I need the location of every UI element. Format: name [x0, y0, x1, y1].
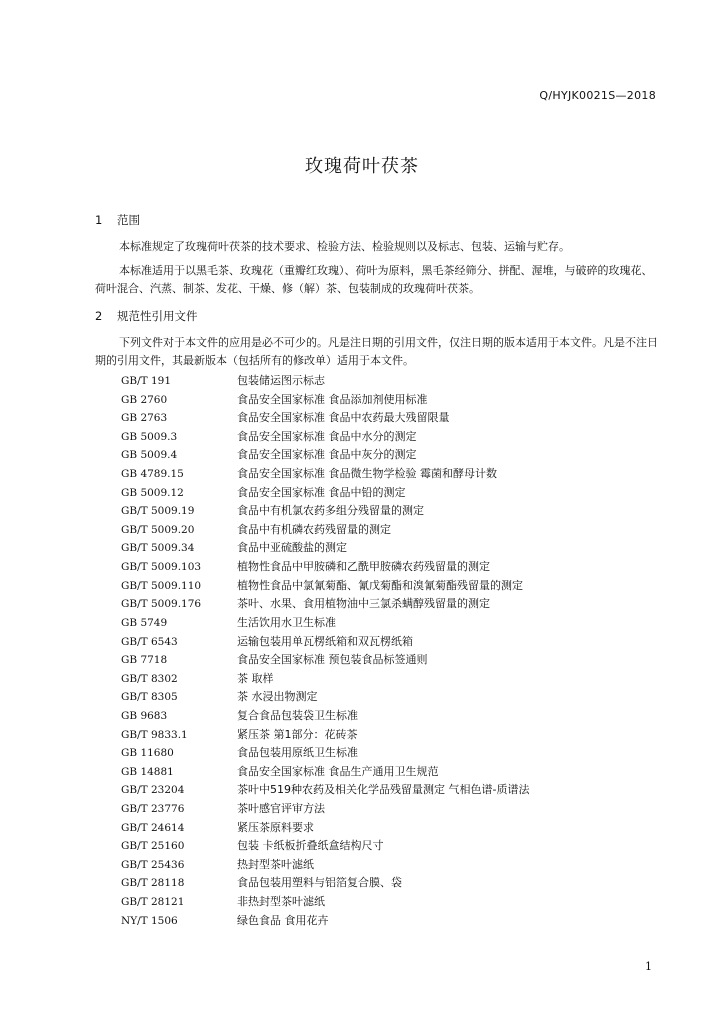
reference-row — [121, 874, 661, 893]
reference-code: GB 4789.15 — [121, 468, 184, 481]
reference-row — [121, 372, 661, 391]
reference-title: 紧压茶 第1部分：花砖茶 — [237, 727, 358, 741]
reference-title: 食品安全国家标准 预包装食品标签通则 — [237, 653, 428, 667]
reference-code: GB/T 6543 — [121, 635, 178, 648]
reference-row — [121, 670, 661, 689]
reference-row — [121, 837, 661, 856]
section-title: 范围 — [117, 213, 140, 227]
reference-code: GB/T 28121 — [121, 896, 185, 909]
reference-row — [121, 707, 661, 726]
reference-row — [121, 391, 661, 410]
reference-title: 非热封型茶叶滤纸 — [237, 895, 325, 909]
reference-title: 复合食品包装袋卫生标准 — [237, 708, 358, 722]
reference-title: 热封型茶叶滤纸 — [237, 857, 314, 871]
reference-row — [121, 912, 661, 931]
reference-title: 茶叶中519种农药及相关化学品残留量测定 气相色谱-质谱法 — [237, 783, 530, 797]
reference-row — [121, 726, 661, 745]
reference-title: 植物性食品中甲胺磷和乙酰甲胺磷农药残留量的测定 — [237, 560, 490, 574]
reference-code: GB/T 8302 — [121, 672, 178, 685]
reference-title: 食品安全国家标准 食品微生物学检验 霉菌和酵母计数 — [237, 467, 497, 481]
section-1-heading — [95, 212, 140, 228]
reference-row — [121, 763, 661, 782]
standard-code: Q/HYJK0021S—2018 — [539, 89, 656, 102]
reference-code: GB/T 5009.20 — [121, 523, 195, 536]
reference-row — [121, 800, 661, 819]
reference-row — [121, 521, 661, 540]
scope-paragraph-1: 本标准规定了玫瑰荷叶茯茶的技术要求、检验方法、检验规则以及标志、包装、运输与贮存。 — [119, 240, 570, 253]
reference-code: GB 2763 — [121, 412, 168, 425]
reference-title: 食品安全国家标准 食品中水分的测定 — [237, 429, 417, 443]
reference-row — [121, 744, 661, 763]
references-intro-paragraph: 下列文件对于本文件的应用是必不可少的。凡是注日期的引用文件，仅注日期的版本适用于本文件。凡是不注日期的引用文件，其最新版本（包括所有的修改单）适用于本文件。 — [95, 336, 658, 367]
reference-title: 食品中有机氯农药多组分残留量的测定 — [237, 504, 424, 518]
reference-row — [121, 688, 661, 707]
reference-title: 食品中亚硫酸盐的测定 — [237, 541, 347, 555]
reference-code: GB 14881 — [121, 765, 174, 778]
reference-title: 食品中有机磷农药残留量的测定 — [237, 522, 391, 536]
reference-row — [121, 633, 661, 652]
reference-row — [121, 428, 661, 447]
reference-code: GB/T 25160 — [121, 840, 185, 853]
reference-row — [121, 614, 661, 633]
reference-code: GB/T 5009.34 — [121, 542, 195, 555]
reference-code: GB 5009.3 — [121, 430, 178, 443]
reference-code: GB/T 23776 — [121, 803, 185, 816]
reference-code: GB/T 28118 — [121, 877, 185, 890]
reference-code: GB 5009.4 — [121, 449, 178, 462]
reference-row — [121, 893, 661, 912]
reference-title: 茶叶感官评审方法 — [237, 802, 325, 816]
reference-title: 茶叶、水果、食用植物油中三氯杀螨醇残留量的测定 — [237, 597, 490, 611]
reference-title: 包装储运图示标志 — [237, 374, 325, 387]
page-number: 1 — [645, 960, 652, 973]
reference-title: 食品安全国家标准 食品生产通用卫生规范 — [237, 764, 439, 778]
reference-row — [121, 558, 661, 577]
reference-title: 食品包装用塑料与铝箔复合膜、袋 — [237, 876, 402, 890]
reference-title: 包装 卡纸板折叠纸盒结构尺寸 — [237, 839, 384, 853]
reference-title: 紧压茶原料要求 — [237, 820, 314, 834]
reference-code: GB/T 23204 — [121, 784, 185, 797]
reference-code: GB/T 5009.19 — [121, 505, 195, 518]
reference-code: GB 7718 — [121, 654, 168, 667]
section-2-heading — [95, 308, 198, 324]
reference-row — [121, 539, 661, 558]
reference-code: NY/T 1506 — [121, 914, 178, 927]
section-number: 1 — [95, 213, 103, 227]
reference-title: 食品安全国家标准 食品添加剂使用标准 — [237, 392, 428, 406]
reference-title: 食品安全国家标准 食品中农药最大残留限量 — [237, 411, 450, 425]
reference-code: GB/T 9833.1 — [121, 728, 188, 741]
reference-code: GB/T 5009.103 — [121, 561, 202, 574]
reference-code: GB 9683 — [121, 709, 168, 722]
document-title: 玫瑰荷叶茯茶 — [305, 156, 419, 177]
scope-paragraph-2: 本标准适用于以黑毛茶、玫瑰花（重瓣红玫瑰）、荷叶为原料，黑毛茶经筛分、拼配、渥堆，与破碎的玫瑰花、荷叶混合、汽蒸、制茶、发花、干燥、修（解）茶、包装制成的玫瑰荷叶茯茶。 — [95, 264, 653, 295]
reference-title: 运输包装用单瓦楞纸箱和双瓦楞纸箱 — [237, 634, 413, 648]
reference-row — [121, 651, 661, 670]
reference-row — [121, 577, 661, 596]
reference-code: GB 2760 — [121, 393, 168, 406]
reference-row — [121, 502, 661, 521]
reference-code: GB 5009.12 — [121, 486, 184, 499]
reference-code: GB/T 25436 — [121, 858, 185, 871]
section-title: 规范性引用文件 — [117, 309, 198, 323]
reference-row — [121, 595, 661, 614]
reference-title: 植物性食品中氯氰菊酯、氰戊菊酯和溴氰菊酯残留量的测定 — [237, 578, 523, 592]
reference-row — [121, 856, 661, 875]
reference-row — [121, 484, 661, 503]
reference-title: 茶 取样 — [237, 671, 274, 685]
reference-title: 茶 水浸出物测定 — [237, 690, 318, 704]
reference-code: GB/T 191 — [121, 375, 172, 387]
reference-row — [121, 409, 661, 428]
reference-list — [121, 372, 661, 930]
reference-title: 食品安全国家标准 食品中铅的测定 — [237, 485, 406, 499]
reference-code: GB 5749 — [121, 616, 168, 629]
reference-title: 食品安全国家标准 食品中灰分的测定 — [237, 448, 417, 462]
reference-title: 食品包装用原纸卫生标准 — [237, 746, 358, 760]
reference-code: GB/T 5009.110 — [121, 579, 202, 592]
section-number: 2 — [95, 309, 103, 323]
reference-row — [121, 465, 661, 484]
reference-title: 生活饮用水卫生标准 — [237, 615, 336, 629]
reference-code: GB/T 5009.176 — [121, 598, 202, 611]
reference-row — [121, 781, 661, 800]
reference-code: GB/T 8305 — [121, 691, 178, 704]
reference-title: 绿色食品 食用花卉 — [237, 913, 329, 927]
reference-row — [121, 819, 661, 838]
reference-code: GB/T 24614 — [121, 821, 185, 834]
reference-row — [121, 446, 661, 465]
reference-code: GB 11680 — [121, 747, 174, 760]
